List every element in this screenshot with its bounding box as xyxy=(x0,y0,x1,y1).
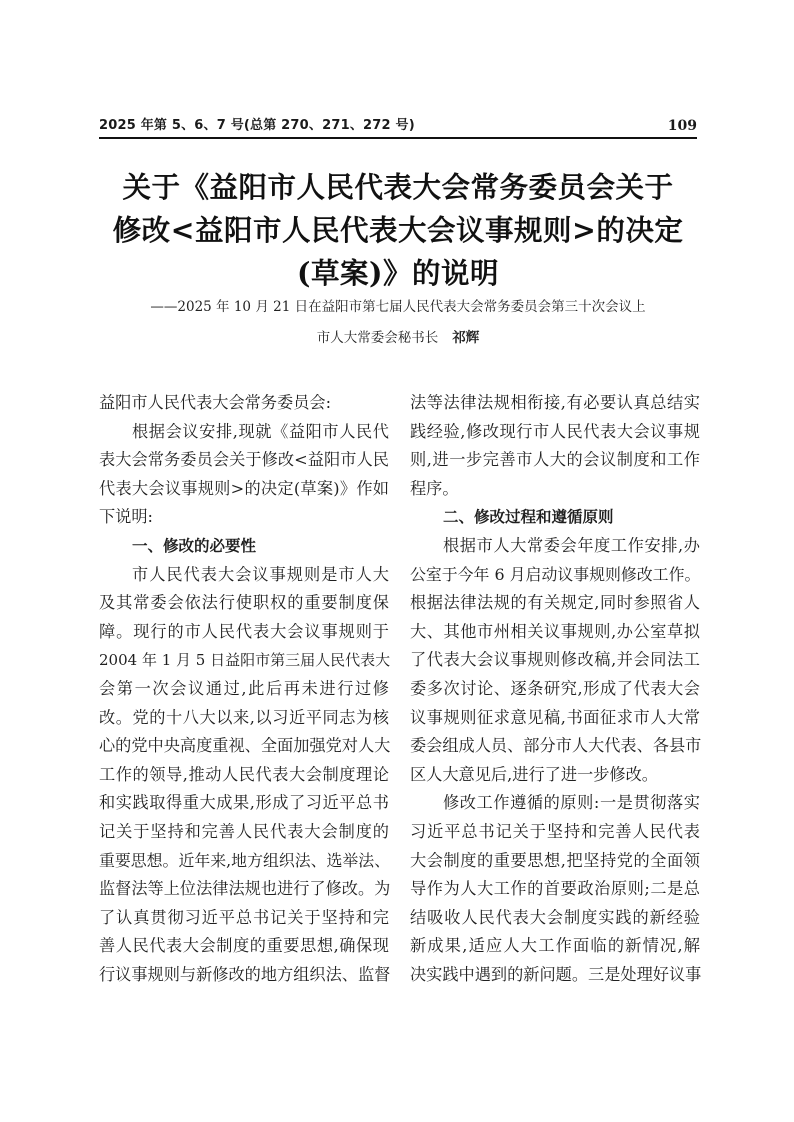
body-text-line: 修改工作遵循的原则:一是贯彻落实 xyxy=(443,793,700,813)
article-subtitle: ——2025 年 10 月 21 日在益阳市第七届人民代表大会常务委员会第三十次会议上 xyxy=(150,299,646,315)
body-text-line: 根据法律法规的有关规定,同时参照省人 xyxy=(410,593,700,613)
body-text-line: 新成果,适应人大工作面临的新情况,解 xyxy=(410,936,700,956)
author-line xyxy=(100,328,696,348)
body-text-line: 议事规则征求意见稿,书面征求市人大常 xyxy=(410,707,700,727)
body-text-line: 大会制度的重要思想,把坚持党的全面领 xyxy=(410,850,700,870)
author-position: 市人大常委会秘书长 xyxy=(316,330,439,346)
body-text-line: 法等法律法规相衔接,有必要认真总结实 xyxy=(410,393,700,412)
body-text-line: 区人大意见后,进行了进一步修改。 xyxy=(410,764,658,784)
body-text-line: 根据会议安排,现就《益阳市人民代 xyxy=(132,421,389,441)
body-text-line: 程序。 xyxy=(410,478,459,498)
left-column xyxy=(99,389,389,989)
issue-info: 2025 年第 5、6、7 号(总第 270、271、272 号) xyxy=(99,118,415,133)
body-text-line: 表大会常务委员会关于修改<益阳市人民 xyxy=(99,450,389,470)
article-title xyxy=(100,166,696,295)
body-text-line: 监督法等上位法律法规也进行了修改。为 xyxy=(99,879,391,899)
author-name: 祁辉 xyxy=(452,330,480,346)
body-text-line: 代表大会议事规则>的决定(草案)》作如 xyxy=(99,478,389,498)
body-text-line: 行议事规则与新修改的地方组织法、监督 xyxy=(99,964,391,984)
body-text-line: 改。党的十八大以来,以习近平同志为核 xyxy=(99,707,389,727)
body-text-line: 结吸收人民代表大会制度实践的新经验 xyxy=(410,907,700,927)
body-text-line: 记关于坚持和完善人民代表大会制度的 xyxy=(99,821,389,841)
body-text-line: 重要思想。近年来,地方组织法、选举法、 xyxy=(99,850,391,870)
body-text-line: 根据市人大常委会年度工作安排,办 xyxy=(443,535,700,555)
body-text-line: 工作的领导,推动人民代表大会制度理论 xyxy=(99,764,389,784)
title-line: 关于《益阳市人民代表大会常务委员会关于 xyxy=(122,170,674,204)
page-number: 109 xyxy=(667,118,697,134)
body-text-line: 则,进一步完善市人大的会议制度和工作 xyxy=(410,450,700,470)
title-line: 修改<益阳市人民代表大会议事规则>的决定 xyxy=(112,213,684,247)
body-text-line: 大、其他市州相关议事规则,办公室草拟 xyxy=(410,621,700,641)
body-text-line: 了认真贯彻习近平总书记关于坚持和完 xyxy=(99,907,389,927)
body-text-line: 习近平总书记关于坚持和完善人民代表 xyxy=(410,821,700,841)
section-heading: 二、修改过程和遵循原则 xyxy=(443,508,614,527)
body-text-line: 下说明: xyxy=(99,507,154,527)
body-text-line: 及其常委会依法行使职权的重要制度保 xyxy=(99,593,389,613)
body-text-line: 委多次讨论、逐条研究,形成了代表大会 xyxy=(410,678,700,698)
body-text-line: 公室于今年 6 月启动议事规则修改工作。 xyxy=(410,564,701,584)
body-text-line: 决实践中遇到的新问题。三是处理好议事 xyxy=(410,964,702,984)
body-text-line: 益阳市人民代表大会常务委员会: xyxy=(99,393,332,412)
body-text-line: 善人民代表大会制度的重要思想,确保现 xyxy=(99,936,389,956)
title-line: (草案)》的说明 xyxy=(297,256,499,290)
body-text-line: 了代表大会议事规则修改稿,并会同法工 xyxy=(410,650,700,670)
body-text-line: 和实践取得重大成果,形成了习近平总书 xyxy=(99,793,389,813)
body-text-line: 导作为人大工作的首要政治原则;二是总 xyxy=(410,879,700,899)
body-text-line: 2004 年 1 月 5 日益阳市第三届人民代表大 xyxy=(99,651,391,670)
section-heading: 一、修改的必要性 xyxy=(132,536,257,555)
body-text-line: 委会组成人员、部分市人大代表、各县市 xyxy=(410,736,702,756)
body-text-line: 市人民代表大会议事规则是市人大 xyxy=(132,564,389,584)
right-column xyxy=(410,389,700,989)
body-text-line: 障。现行的市人民代表大会议事规则于 xyxy=(99,621,389,641)
body-text-line: 践经验,修改现行市人民代表大会议事规 xyxy=(410,421,700,441)
body-text-line: 会第一次会议通过,此后再未进行过修 xyxy=(99,678,389,698)
body-text-line: 心的党中央高度重视、全面加强党对人大 xyxy=(99,736,391,756)
running-header xyxy=(99,117,697,139)
